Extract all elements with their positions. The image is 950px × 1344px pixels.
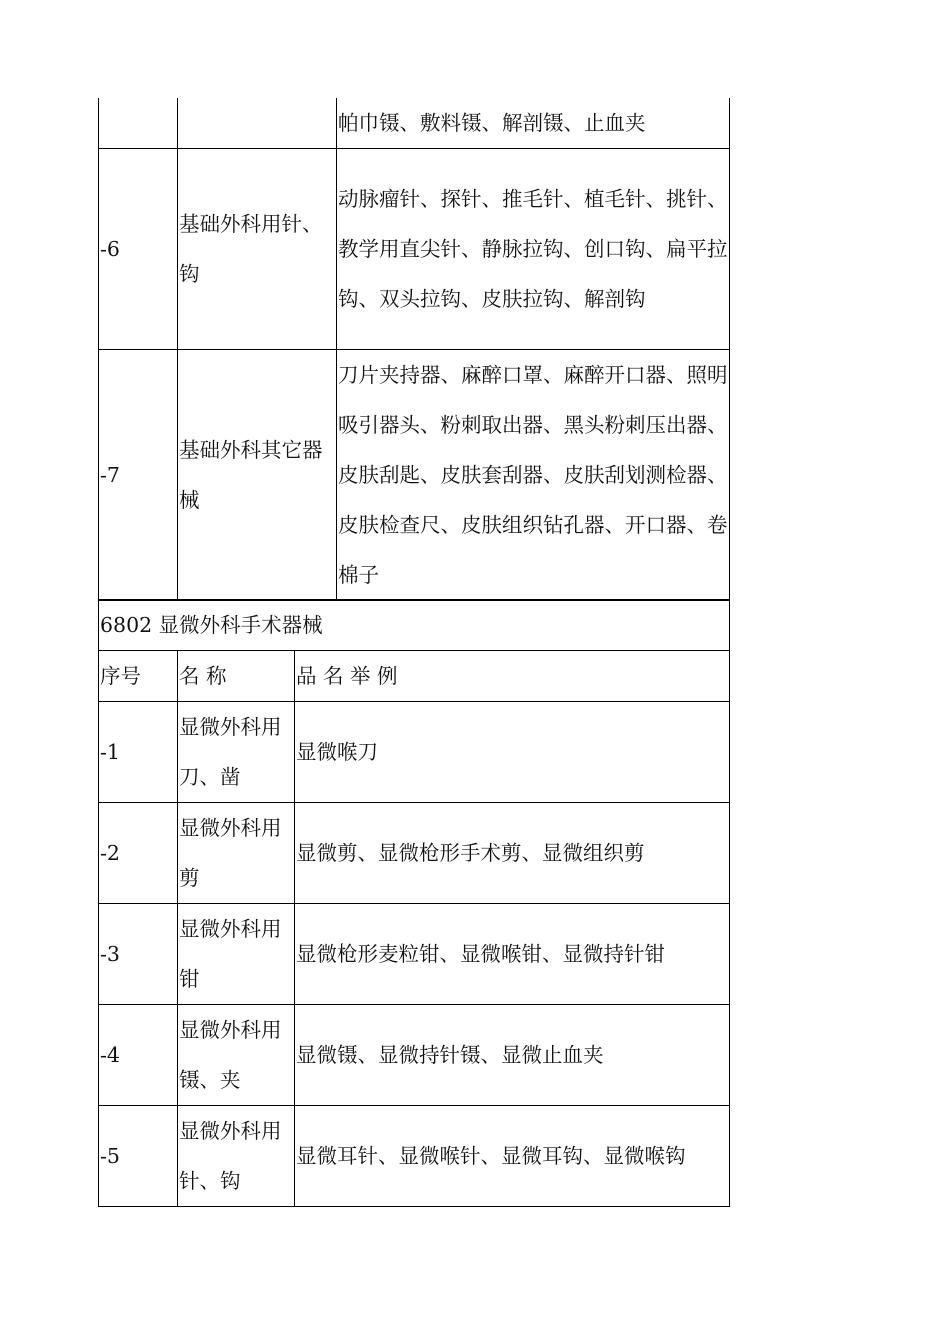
examples-cell: 动脉瘤针、探针、推毛针、植毛针、挑针、教学用直尖针、静脉拉钩、创口钩、扁平拉钩、双头拉钩、皮肤拉钩、解剖钩 xyxy=(337,149,730,350)
base-surgery-table-continued xyxy=(98,98,730,601)
table-row xyxy=(99,1106,730,1207)
header-examples: 品 名 举 例 xyxy=(295,651,730,702)
table-row xyxy=(99,904,730,1005)
name-cell: 基础外科其它器械 xyxy=(178,350,337,601)
examples-cell: 显微喉刀 xyxy=(295,702,730,803)
code-cell: -5 xyxy=(99,1106,178,1207)
name-cell: 显微外科用镊、夹 xyxy=(178,1005,295,1106)
header-name: 名 称 xyxy=(178,651,295,702)
code-cell xyxy=(99,98,178,149)
table-row xyxy=(99,1005,730,1106)
code-cell: -3 xyxy=(99,904,178,1005)
table-row xyxy=(99,350,730,601)
code-cell: -4 xyxy=(99,1005,178,1106)
name-cell: 显微外科用钳 xyxy=(178,904,295,1005)
name-cell: 基础外科用针、钩 xyxy=(178,149,337,350)
examples-cell: 帕巾镊、敷料镊、解剖镊、止血夹 xyxy=(337,98,730,149)
examples-cell: 刀片夹持器、麻醉口罩、麻醉开口器、照明吸引器头、粉刺取出器、黑头粉刺压出器、皮肤刮匙、皮肤套刮器、皮肤刮划测检器、皮肤检查尺、皮肤组织钻孔器、开口器、卷棉子 xyxy=(337,350,730,601)
examples-cell: 显微耳针、显微喉针、显微耳钩、显微喉钩 xyxy=(295,1106,730,1207)
code-cell: -7 xyxy=(99,350,178,601)
section-title: 6802 显微外科手术器械 xyxy=(99,600,730,651)
microsurgery-table xyxy=(98,599,730,1207)
code-cell: -1 xyxy=(99,702,178,803)
name-cell: 显微外科用刀、凿 xyxy=(178,702,295,803)
name-cell: 显微外科用剪 xyxy=(178,803,295,904)
table-row xyxy=(99,98,730,149)
examples-cell: 显微剪、显微枪形手术剪、显微组织剪 xyxy=(295,803,730,904)
header-code: 序号 xyxy=(99,651,178,702)
table-row xyxy=(99,702,730,803)
name-cell: 显微外科用针、钩 xyxy=(178,1106,295,1207)
code-cell: -6 xyxy=(99,149,178,350)
code-cell: -2 xyxy=(99,803,178,904)
section-title-row xyxy=(99,600,730,651)
header-row xyxy=(99,651,730,702)
examples-cell: 显微枪形麦粒钳、显微喉钳、显微持针钳 xyxy=(295,904,730,1005)
examples-cell: 显微镊、显微持针镊、显微止血夹 xyxy=(295,1005,730,1106)
name-cell xyxy=(178,98,337,149)
table-row xyxy=(99,803,730,904)
table-row xyxy=(99,149,730,350)
